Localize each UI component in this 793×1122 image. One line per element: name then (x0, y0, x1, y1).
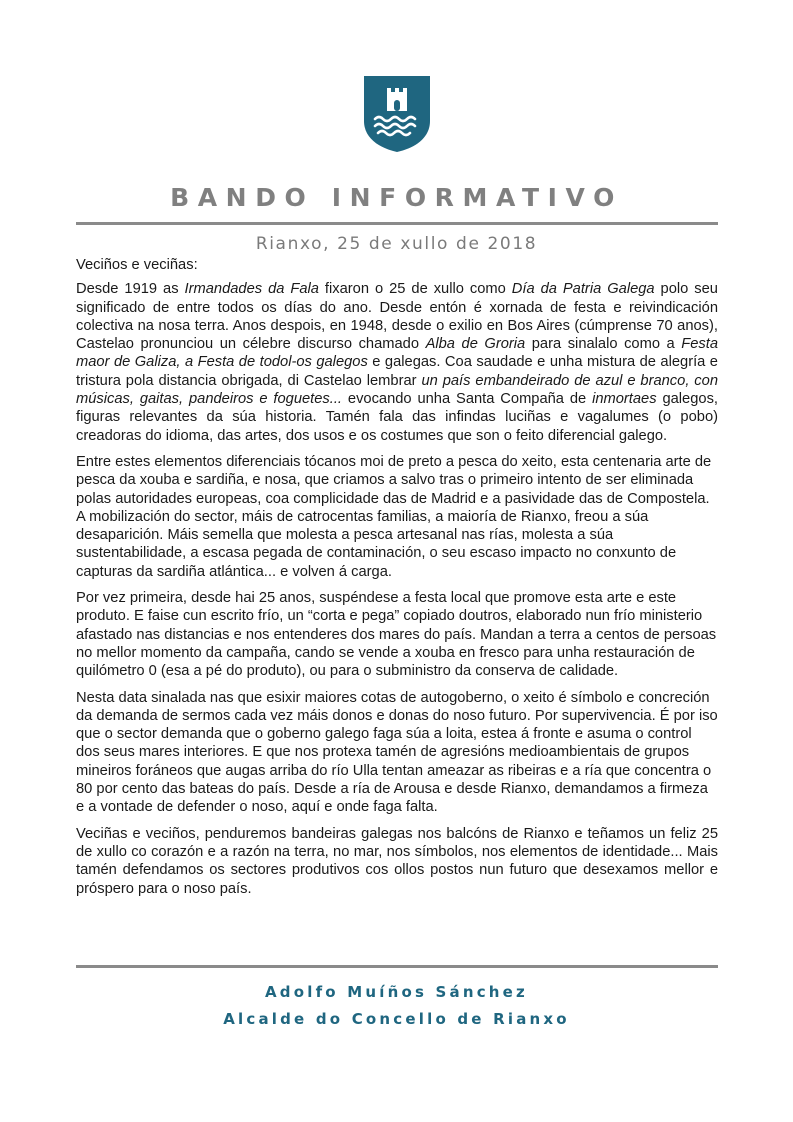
italic-phrase: un país embandeirado de azul e branco, con músicas, gaitas, pandeiros e foguetes... (76, 372, 718, 408)
italic-phrase: Irmandades da Fala (184, 281, 319, 298)
italic-phrase: Día da Patria Galega (511, 281, 655, 298)
italic-phrase: inmortaes (592, 391, 657, 408)
document-title: BANDO INFORMATIVO (170, 183, 623, 212)
paragraph-3: Por vez primeira, desde hai 25 anos, suspéndese a festa local que promove esta arte e este produto. E faise cun escrito frío, un “corta e pega” copiado doutros, elaborado nun frío ministerio afastado nas distancias e nos entenderes dos mares do país. Mandan a terra a centos de persoas no mellor momento da campaña, cando se vende a xouba en fresco para unha restauración de quilómetro 0 (esa a pé do produto), ou para o subministro da conserva de calidade. (76, 590, 717, 680)
paragraph-4: Nesta data sinalada nas que esixir maiores cotas de autogoberno, o xeito é símbolo e concreción da demanda de sermos cada vez máis donos e donas do noso futuro. Por supervivencia. É por iso que o sector demanda que o goberno galego faga súa a loita, estea á fronte e asuma o control dos seus mares interiores. E que nos protexa tamén de agresións medioambientais de grupos mineiros foráneos que augas arriba do río Ulla tentan ameazar as ribeiras e a ría que concentra o 80 por cento das bateas do país. Desde a ría de Arousa e desde Rianxo, demandamos a firmeza e a vontade de defender o noso, aquí e onde faga falta. (76, 689, 718, 816)
bottom-divider (76, 965, 718, 968)
signatory-name: Adolfo Muíños Sánchez (264, 983, 528, 1001)
greeting: Veciños e veciñas: (76, 257, 198, 273)
date-line: Rianxo, 25 de xullo de 2018 (255, 234, 538, 254)
paragraph-5: Veciñas e veciños, penduremos bandeiras galegas nos balcóns de Rianxo e teñamos un feliz 25 de xullo co corazón e a razón na terra, no mar, nos símbolos, nos elementos de identidade... Mais tamén defendamos os sectores produtivos cos ollos postos nun futuro que desexamos mellor e próspero para o noso país. (76, 825, 718, 897)
signatory-position: Alcalde do Concello de Rianxo (223, 1010, 570, 1028)
paragraph-1: Desde 1919 as Irmandades da Fala fixaron o 25 de xullo como Día da Patria Galega polo seu significado de entre todos os días do ano. Desde entón é xornada de festa e reivindicación colectiva na nosa terra. Anos despois, en 1948, desde o exilio en Bos Aires (cúmprense 70 anos), Castelao pronunciou un célebre discurso chamado Alba de Groria para sinalalo como a Festa maor de Galiza, a Festa de todol-os galegos e galegas. Coa saudade e unha mistura de alegría e tristura pola distancia obrigada, di Castelao lembrar un país embandeirado de azul e branco, con músicas, gaitas, pandeiros e foguetes... evocando unha Santa Compaña de inmortaes galegos, figuras relevantes da súa historia. Tamén fala das infindas luciñas e vagalumes (o pobo) creadoras do idioma, das artes, dos usos e os costumes que son o feito diferencial galego. (76, 281, 718, 444)
italic-phrase: Alba de Groria (425, 336, 526, 353)
top-divider (76, 222, 718, 225)
municipal-crest-icon (363, 75, 431, 153)
bando-body (76, 256, 718, 906)
italic-phrase: Festa maor de Galiza, a Festa de todol-os galegos (76, 336, 718, 371)
paragraph-2: Entre estes elementos diferenciais tócanos moi de preto a pesca do xeito, esta centenaria arte de pesca da xouba e sardiña, e nosa, que criamos a salvo tras o primeiro intento de ser eliminada polas autoridades europeas, coa complicidade das de Madrid e a pasividade das de Compostela. A mobilización do sector, máis de catrocentas familias, a maioría de Rianxo, freou a súa desaparición. Máis semella que molesta a pesca artesanal nas rías, molesta a súa sustentabilidade, a escasa pegada de contaminación, o seu escaso impacto no conxunto de capturas da sardiña atlántica... e volven á carga. (76, 453, 712, 580)
